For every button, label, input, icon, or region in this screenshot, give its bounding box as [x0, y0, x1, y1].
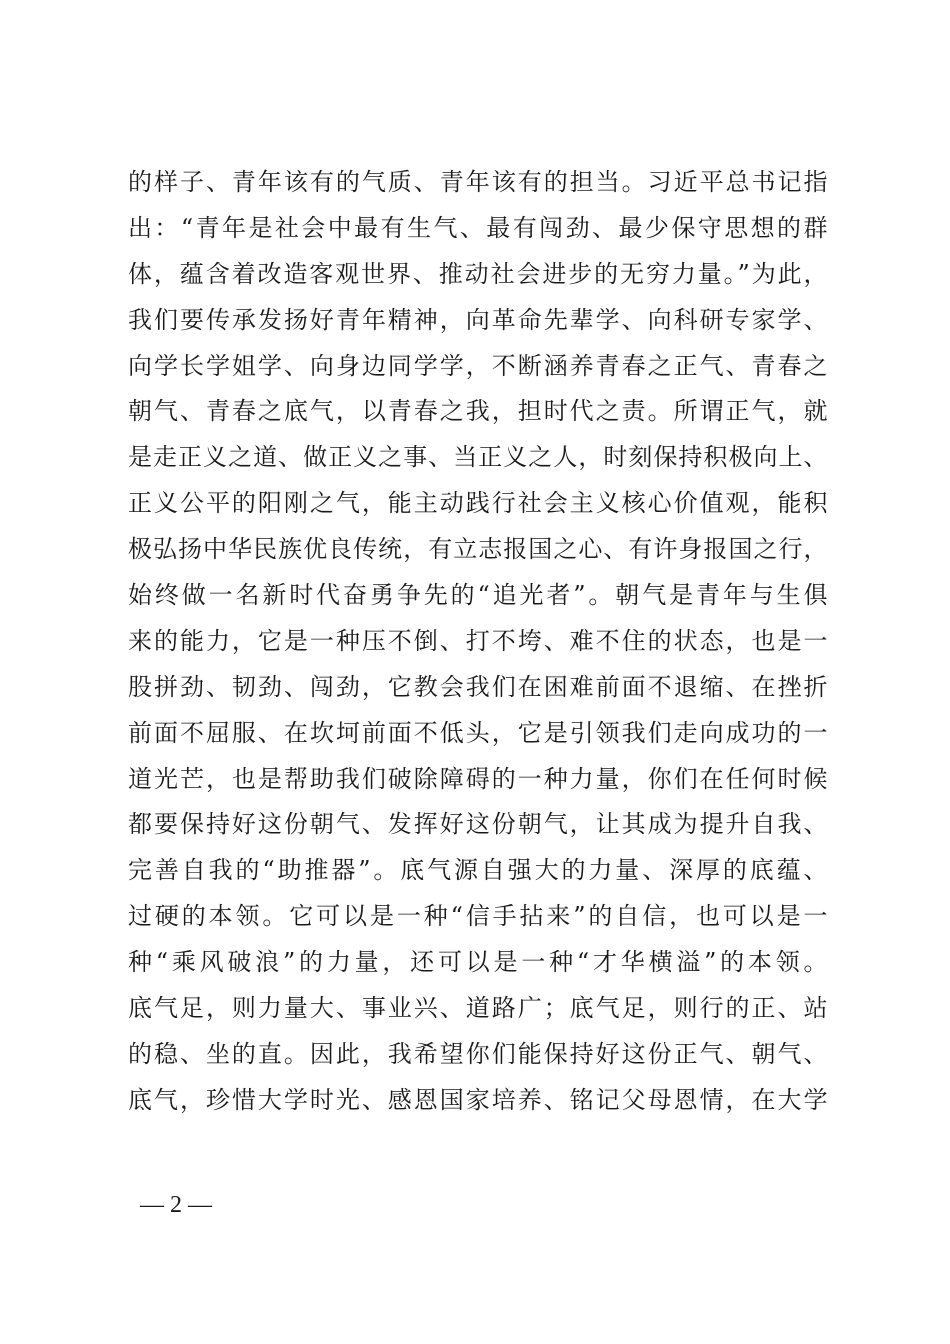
text-line-14: 道光芒，也是帮助我们破除障碍的一种力量，你们在任何时候 — [128, 764, 828, 793]
text-line-17: 过硬的本领。它可以是一种“信手拈来”的自信，也可以是一 — [128, 902, 828, 931]
text-line-13: 前面不屈服、在坎坷前面不低头，它是引领我们走向成功的一 — [128, 718, 828, 747]
text-line-10: 始终做一名新时代奋勇争先的“追光者”。朝气是青年与生俱 — [128, 581, 828, 610]
text-line-2: 出：“青年是社会中最有生气、最有闯劲、最少保守思想的群 — [128, 213, 828, 242]
text-line-19: 底气足，则力量大、事业兴、道路广；底气足，则行的正、站 — [128, 994, 828, 1023]
text-line-8: 正义公平的阳刚之气，能主动践行社会主义核心价值观，能积 — [128, 489, 828, 518]
text-line-15: 都要保持好这份朝气、发挥好这份朝气，让其成为提升自我、 — [128, 810, 828, 839]
text-line-6: 朝气、青春之底气，以青春之我，担时代之责。所谓正气，就 — [128, 397, 828, 426]
text-line-20: 的稳、坐的直。因此，我希望你们能保持好这份正气、朝气、 — [128, 1039, 828, 1068]
text-line-7: 是走正义之道、做正义之事、当正义之人，时刻保持积极向上、 — [128, 443, 828, 472]
text-line-11: 来的能力，它是一种压不倒、打不垮、难不住的状态，也是一 — [128, 626, 828, 655]
text-line-5: 向学长学姐学、向身边同学学，不断涵养青春之正气、青春之 — [128, 351, 828, 380]
text-line-3: 体，蕴含着改造客观世界、推动社会进步的无穷力量。”为此， — [128, 259, 828, 288]
text-line-16: 完善自我的“助推器”。底气源自强大的力量、深厚的底蕴、 — [128, 856, 828, 885]
body-text — [128, 160, 828, 1124]
text-line-1: 的样子、青年该有的气质、青年该有的担当。习近平总书记指 — [128, 168, 828, 196]
text-line-12: 股拼劲、韧劲、闯劲，它教会我们在困难前面不退缩、在挫折 — [128, 672, 828, 701]
text-line-4: 我们要传承发扬好青年精神，向革命先辈学、向科研专家学、 — [128, 305, 828, 334]
text-line-21: 底气，珍惜大学时光、感恩国家培养、铭记父母恩情，在大学 — [128, 1085, 828, 1114]
page-number: — 2 — — [140, 1192, 212, 1218]
text-line-18: 种“乘风破浪”的力量，还可以是一种“才华横溢”的本领。 — [128, 948, 828, 977]
text-line-9: 极弘扬中华民族优良传统，有立志报国之心、有许身报国之行， — [128, 535, 828, 564]
